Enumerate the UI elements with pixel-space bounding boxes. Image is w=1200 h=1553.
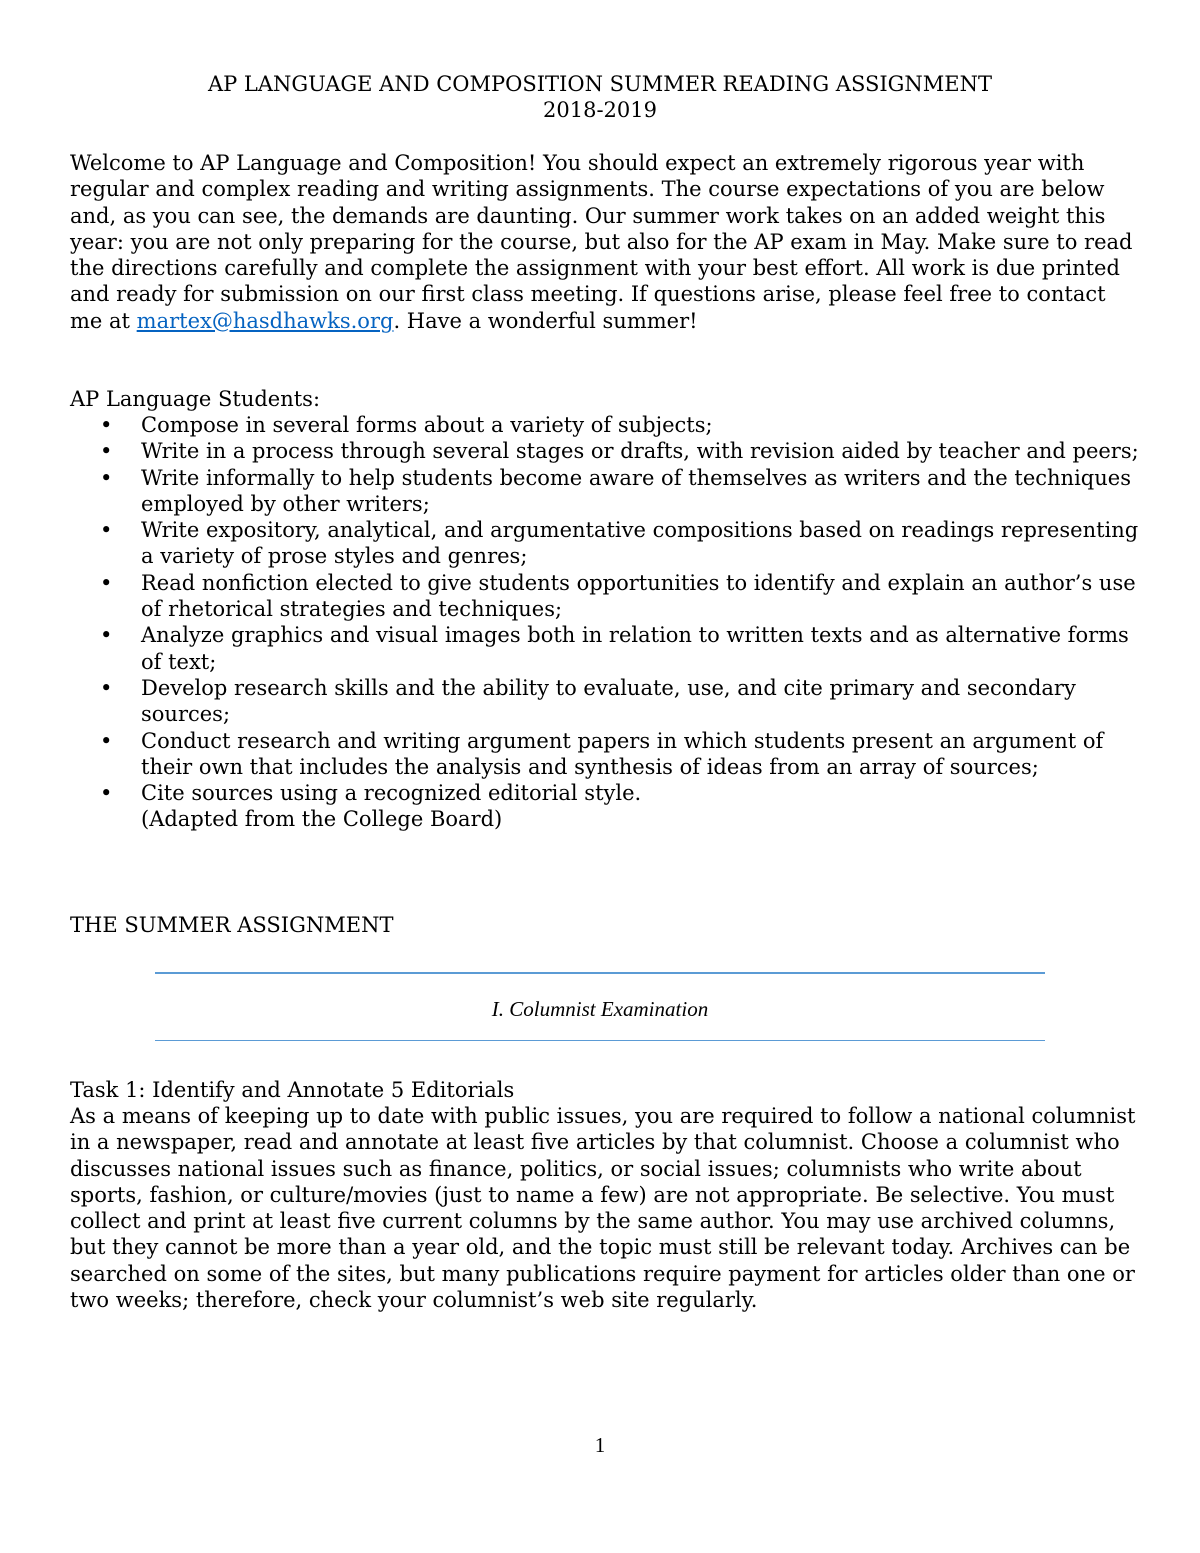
bullet-icon: •: [100, 781, 113, 806]
list-item: [70, 780, 1140, 833]
list-item: [70, 465, 1140, 518]
list-item: [70, 438, 1140, 464]
list-item: [70, 622, 1140, 675]
section-heading: THE SUMMER ASSIGNMENT: [70, 913, 394, 937]
document-year: 2018-2019: [543, 98, 657, 122]
bullet-icon: •: [100, 413, 113, 437]
bullet-icon: •: [100, 570, 113, 595]
list-item: [70, 412, 1140, 438]
students-label: AP Language Students:: [70, 387, 321, 411]
list-item-text: Cite sources using a recognized editorial style.: [141, 781, 642, 806]
source-note: (Adapted from the College Board): [141, 807, 503, 832]
bullet-icon: •: [100, 623, 113, 648]
intro-text: Welcome to AP Language and Composition! You should expect an extremely rigorous year with regular and complex reading and writing assignments. The course expectations of you are below and, as you can see, the demands are daunting. Our summer work takes on an added weight this year: you are not only preparing for the course, but also for the AP exam in May. Make sure to read the directions carefully and complete the assignment with your best effort. All work is due printed and ready for submission on our first class meeting. If questions arise, please feel free to contact me at: [70, 151, 1133, 333]
list-item-text: Develop research skills and the ability to evaluate, use, and cite primary and secondary sources;: [141, 675, 1076, 727]
intro-paragraph: [70, 150, 1140, 334]
bullet-icon: •: [100, 439, 113, 464]
list-item-text: Write informally to help students become aware of themselves as writers and the techniques employed by other writers;: [141, 465, 1131, 516]
divider-bottom: [155, 1040, 1045, 1041]
list-item-text: Compose in several forms about a variety of subjects;: [141, 413, 713, 437]
list-item-text: Conduct research and writing argument papers in which students present an argument of their own that includes the analysis and synthesis of ideas from an array of sources;: [141, 728, 1104, 779]
list-item: [70, 728, 1140, 781]
intro-text-end: . Have a wonderful summer!: [393, 308, 698, 333]
divider-top: [155, 972, 1045, 974]
document-title: AP LANGUAGE AND COMPOSITION SUMMER READING ASSIGNMENT: [207, 72, 993, 96]
bullet-icon: •: [100, 675, 113, 700]
task-body: As a means of keeping up to date with public issues, you are required to follow a national columnist in a newspaper, read and annotate at least five articles by that columnist. Choose a columnist who discusses national issues such as finance, politics, or social issues; columnists who write about sports, fashion, or culture/movies (just to name a few) are not appropriate. Be selective. You must collect and print at least five current columns by the same author. You may use archived columns, but they cannot be more than a year old, and the topic must still be relevant today. Archives can be searched on some of the sites, but many publications require payment for articles older than one or two weeks; therefore, check your columnist’s web site regularly.: [70, 1104, 1136, 1313]
bullet-icon: •: [100, 465, 113, 490]
list-item: [70, 675, 1140, 728]
list-item-text: Write expository, analytical, and argumentative compositions based on readings representing a variety of prose styles and genres;: [141, 518, 1139, 569]
bullet-icon: •: [100, 518, 113, 543]
bullet-icon: •: [100, 728, 113, 753]
list-item-text: Analyze graphics and visual images both in relation to written texts and as alternative forms of text;: [141, 623, 1129, 674]
list-item: [70, 517, 1140, 570]
objectives-list: [70, 412, 1140, 833]
list-item-text: Write in a process through several stages or drafts, with revision aided by teacher and peers;: [141, 439, 1139, 464]
section-subtitle: I. Columnist Examination: [491, 997, 709, 1021]
list-item-text: Read nonfiction elected to give students opportunities to identify and explain an author’s use of rhetorical strategies and techniques;: [141, 570, 1136, 622]
page-number: 1: [594, 1433, 606, 1457]
list-item: [70, 570, 1140, 623]
task-title: Task 1: Identify and Annotate 5 Editorials: [70, 1078, 515, 1102]
email-link[interactable]: martex@hasdhawks.org: [136, 308, 394, 333]
